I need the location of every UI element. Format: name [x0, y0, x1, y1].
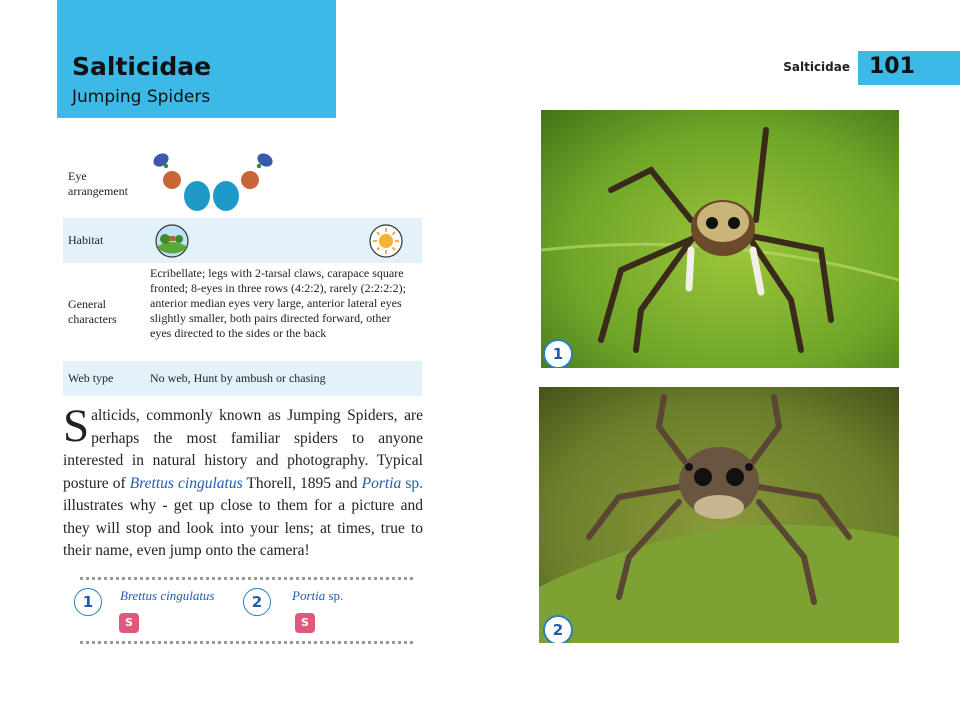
species-link-brettus: Brettus cingulatus — [129, 474, 243, 492]
table-row-habitat — [63, 218, 422, 263]
eye-ame-left — [184, 181, 210, 211]
table-row-web — [63, 361, 422, 396]
intro-text-2: Thorell, 1895 and — [242, 474, 362, 492]
page-title: Salticidae — [72, 52, 212, 81]
divider-top — [80, 577, 413, 580]
photo-2 — [539, 387, 899, 643]
jumping-spider-photo — [541, 110, 899, 368]
running-header: Salticidae — [783, 60, 850, 74]
eye-arrangement-diagram — [149, 150, 279, 216]
drop-cap: S — [63, 400, 90, 452]
species-name-1-text: Brettus cingulatus — [120, 588, 215, 603]
species-name-2-text: Portia — [292, 588, 326, 603]
size-badge-2: S — [295, 613, 315, 633]
general-text: Ecribellate; legs with 2-tarsal claws, carapace square fronted; 8-eyes in three rows (4:2:2), rarely (2:2:2:2); anterior median eyes very large, anterior lateral eyes slightly smaller, both pairs directed forward, other eyes directed to the sides or the back — [150, 266, 406, 340]
sun-icon — [369, 224, 403, 258]
intro-paragraph — [63, 400, 423, 563]
eye-label: Eye arrangement — [68, 169, 128, 198]
size-badge-1: S — [119, 613, 139, 633]
page-subtitle: Jumping Spiders — [72, 87, 211, 107]
eye-pme-right — [257, 164, 261, 168]
table-row-eye — [63, 148, 422, 216]
species-name-2 — [292, 588, 343, 604]
photo-number-1: 1 — [543, 339, 573, 368]
species-number-2: 2 — [243, 588, 271, 616]
photo-1 — [541, 110, 899, 368]
eye-pme-left — [164, 164, 168, 168]
page-number: 101 — [869, 54, 915, 79]
title-block — [57, 0, 336, 118]
species-link-portia-suffix: sp. — [401, 474, 423, 492]
species-name-2-suffix: sp. — [325, 588, 344, 603]
intro-text-1: alticids, commonly known as Jumping Spiders, are perhaps the most familiar spiders to anyone interested in natural history and photography. Typical posture of — [63, 407, 423, 492]
eye-ale-right — [241, 171, 259, 189]
table-row-general — [63, 265, 422, 361]
eye-ame-right — [213, 181, 239, 211]
forest-landscape-icon — [155, 224, 189, 258]
habitat-label: Habitat — [68, 233, 104, 247]
species-number-1: 1 — [74, 588, 102, 616]
divider-bottom — [80, 641, 413, 644]
web-text: No web, Hunt by ambush or chasing — [150, 371, 326, 385]
web-label: Web type — [68, 371, 114, 385]
page-number-tab — [858, 51, 960, 85]
portia-spider-photo — [539, 387, 899, 643]
intro-text-3: illustrates why - get up close to them for a picture and they will stop and look into your lens; at times, true to their name, even jump onto the camera! — [63, 497, 423, 559]
species-name-1 — [120, 588, 215, 604]
general-label: General characters — [68, 297, 117, 326]
photo-number-2: 2 — [543, 615, 573, 643]
species-link-portia: Portia — [361, 474, 402, 492]
eye-ale-left — [163, 171, 181, 189]
